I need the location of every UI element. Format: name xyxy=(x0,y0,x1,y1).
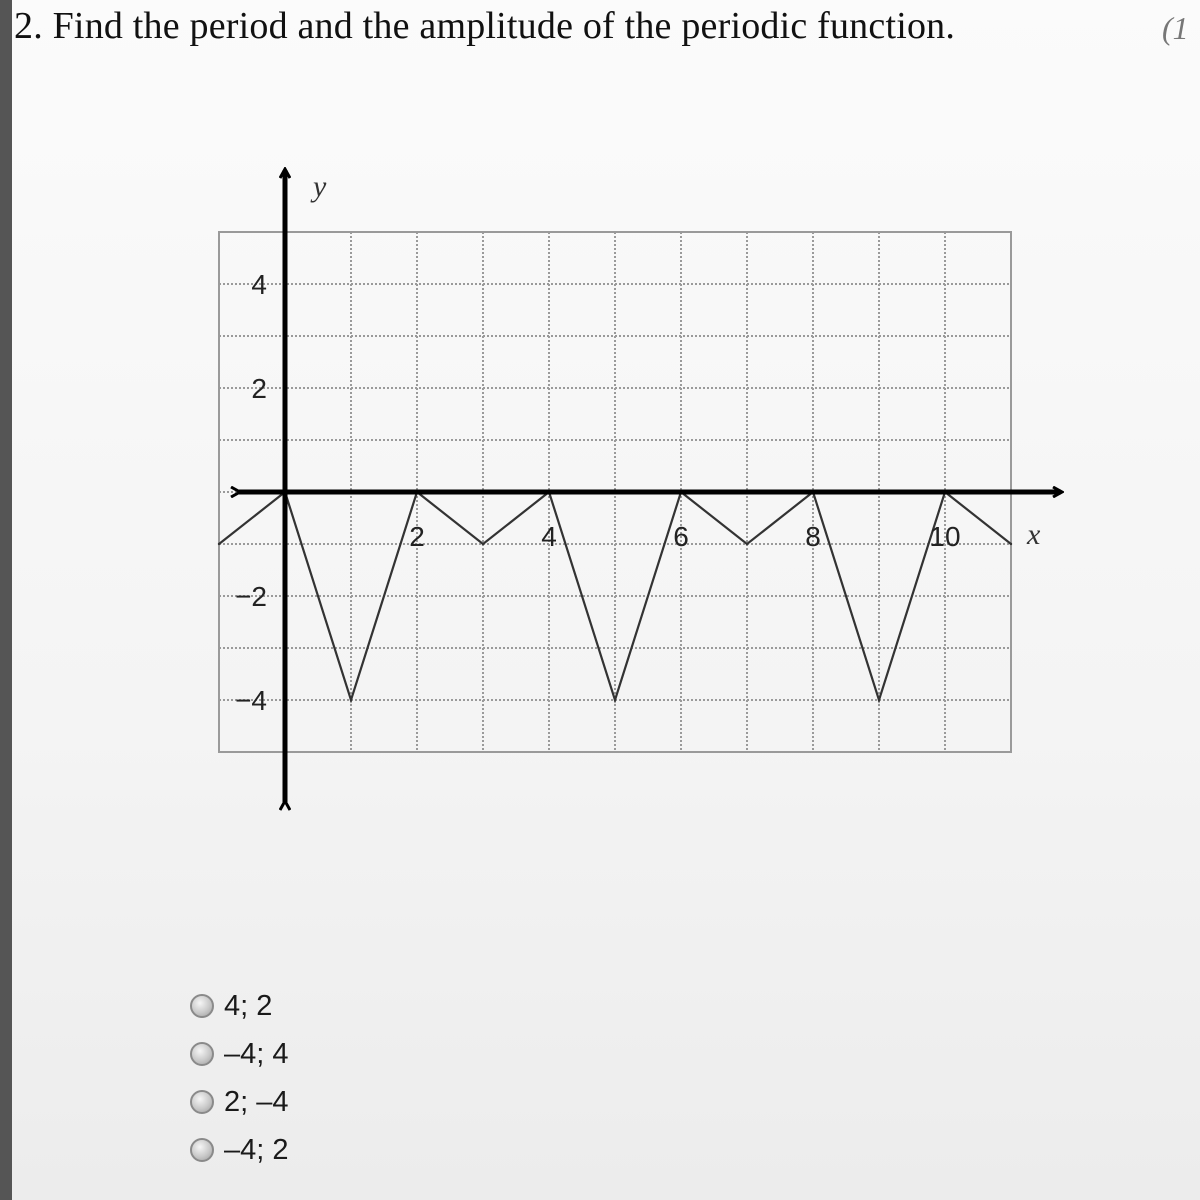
x-tick-label: 10 xyxy=(929,521,961,552)
choice-d-label: –4; 2 xyxy=(224,1133,289,1166)
y-tick-label: 4 xyxy=(251,269,267,300)
x-tick-label: 6 xyxy=(673,521,689,552)
choice-a[interactable] xyxy=(190,982,289,1030)
question-text: 2. Find the period and the amplitude of the periodic function. xyxy=(14,5,956,47)
axes xyxy=(239,170,1061,802)
choice-c-label: 2; –4 xyxy=(224,1085,289,1118)
x-tick-label: 2 xyxy=(409,521,425,552)
function-point xyxy=(614,699,616,701)
function-point xyxy=(1010,543,1012,545)
choice-d-radio[interactable] xyxy=(190,1138,214,1162)
y-tick-label: 2 xyxy=(251,373,267,404)
choice-c[interactable] xyxy=(190,1078,289,1126)
y-axis-title: y xyxy=(313,170,327,203)
y-tick-label: −4 xyxy=(235,685,267,716)
function-point xyxy=(746,543,748,545)
points-label: (1 xyxy=(1162,10,1189,46)
x-tick-label: 4 xyxy=(541,521,557,552)
choice-b[interactable] xyxy=(190,1030,289,1078)
function-point xyxy=(878,699,880,701)
function-point xyxy=(218,543,220,545)
choice-b-radio[interactable] xyxy=(190,1042,214,1066)
choice-a-radio[interactable] xyxy=(190,994,214,1018)
choice-c-radio[interactable] xyxy=(190,1090,214,1114)
x-axis-title: x xyxy=(1027,518,1041,551)
answer-choices xyxy=(190,982,289,1174)
y-tick-label: −2 xyxy=(235,581,267,612)
axis-labels xyxy=(235,170,1041,716)
x-tick-label: 8 xyxy=(805,521,821,552)
function-point xyxy=(482,543,484,545)
choice-a-label: 4; 2 xyxy=(224,989,273,1022)
function-point xyxy=(350,699,352,701)
choice-b-label: –4; 4 xyxy=(224,1037,289,1070)
choice-d[interactable] xyxy=(190,1126,289,1174)
